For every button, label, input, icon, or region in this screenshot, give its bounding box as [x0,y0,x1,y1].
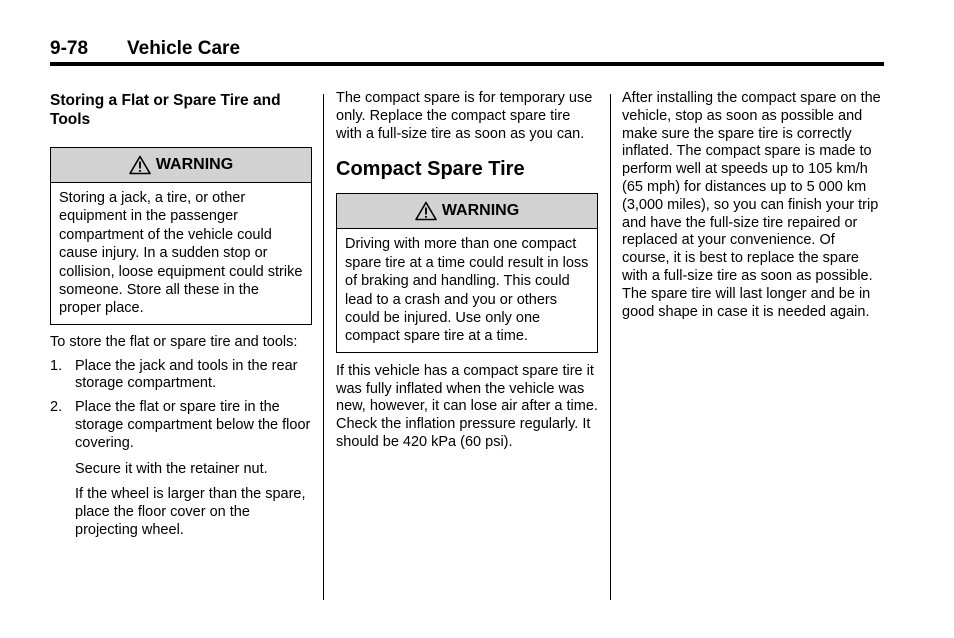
header-rule [50,62,884,66]
paragraph: To store the flat or spare tire and tools: [50,333,298,350]
warning-box [50,147,312,325]
list-item-text: Place the flat or spare tire in the storage compartment below the floor covering. [75,399,311,451]
warning-header [51,148,311,183]
list-number: 2. [50,399,63,416]
warning-box [336,193,598,352]
paragraph: The compact spare is for temporary use only. Replace the compact spare tire with a full-size tire as soon as you can. [336,90,593,142]
list-sub-paragraph: Secure it with the retainer nut. [75,460,268,477]
list-sub-paragraph: If the wheel is larger than the spare, place the floor cover on the projecting wheel. [75,486,306,539]
paragraph: If this vehicle has a compact spare tire it was fully inflated when the vehicle was new, however, it can lose air after a time. Check the inflation pressure regularly. It should be 420 kPa (60 psi). [336,362,598,451]
list-item [50,399,312,452]
warning-text: Driving with more than one compact spare tire at a time could result in loss of braking and handling. This could lead to a crash and you or others could be injured. Use only one compact spare tire at a time. [345,236,589,345]
warning-triangle-icon [415,201,437,221]
column-right [622,90,884,321]
numbered-list [50,358,312,453]
warning-triangle-icon [129,155,151,175]
list-item [50,358,312,394]
page-number: 9-78 [50,38,89,59]
list-number: 1. [50,357,63,374]
column-divider [323,94,324,600]
warning-text: Storing a jack, a tire, or other equipment in the passenger compartment of the vehicle could cause injury. In a sudden stop or collision, loose equipment could strike someone. Store all these in the proper place. [59,190,303,317]
warning-label: WARNING [441,202,520,220]
column-middle [336,90,598,452]
warning-header [337,194,597,229]
subsection-heading: Storing a Flat or Spare Tire and Tools [50,92,281,128]
paragraph: After installing the compact spare on the vehicle, stop as soon as possible and make sure the spare tire is correctly inflated. The compact spare is made to perform well at speeds up to 105 km/h (65 mph) for distances up to 5 000 km (3,000 miles), so you can finish your trip and have the full-size tire repaired or replaced at your convenience. Of course, it is best to replace the spare with a full-size tire as soon as possible. The spare tire will last longer and be in good shape in case it is needed again. [622,90,881,320]
column-left [50,90,312,540]
section-heading: Compact Spare Tire [336,158,525,181]
column-divider [610,94,611,600]
section-title: Vehicle Care [127,38,241,59]
warning-label: WARNING [155,156,234,174]
list-item-text: Place the jack and tools in the rear storage compartment. [75,357,298,392]
